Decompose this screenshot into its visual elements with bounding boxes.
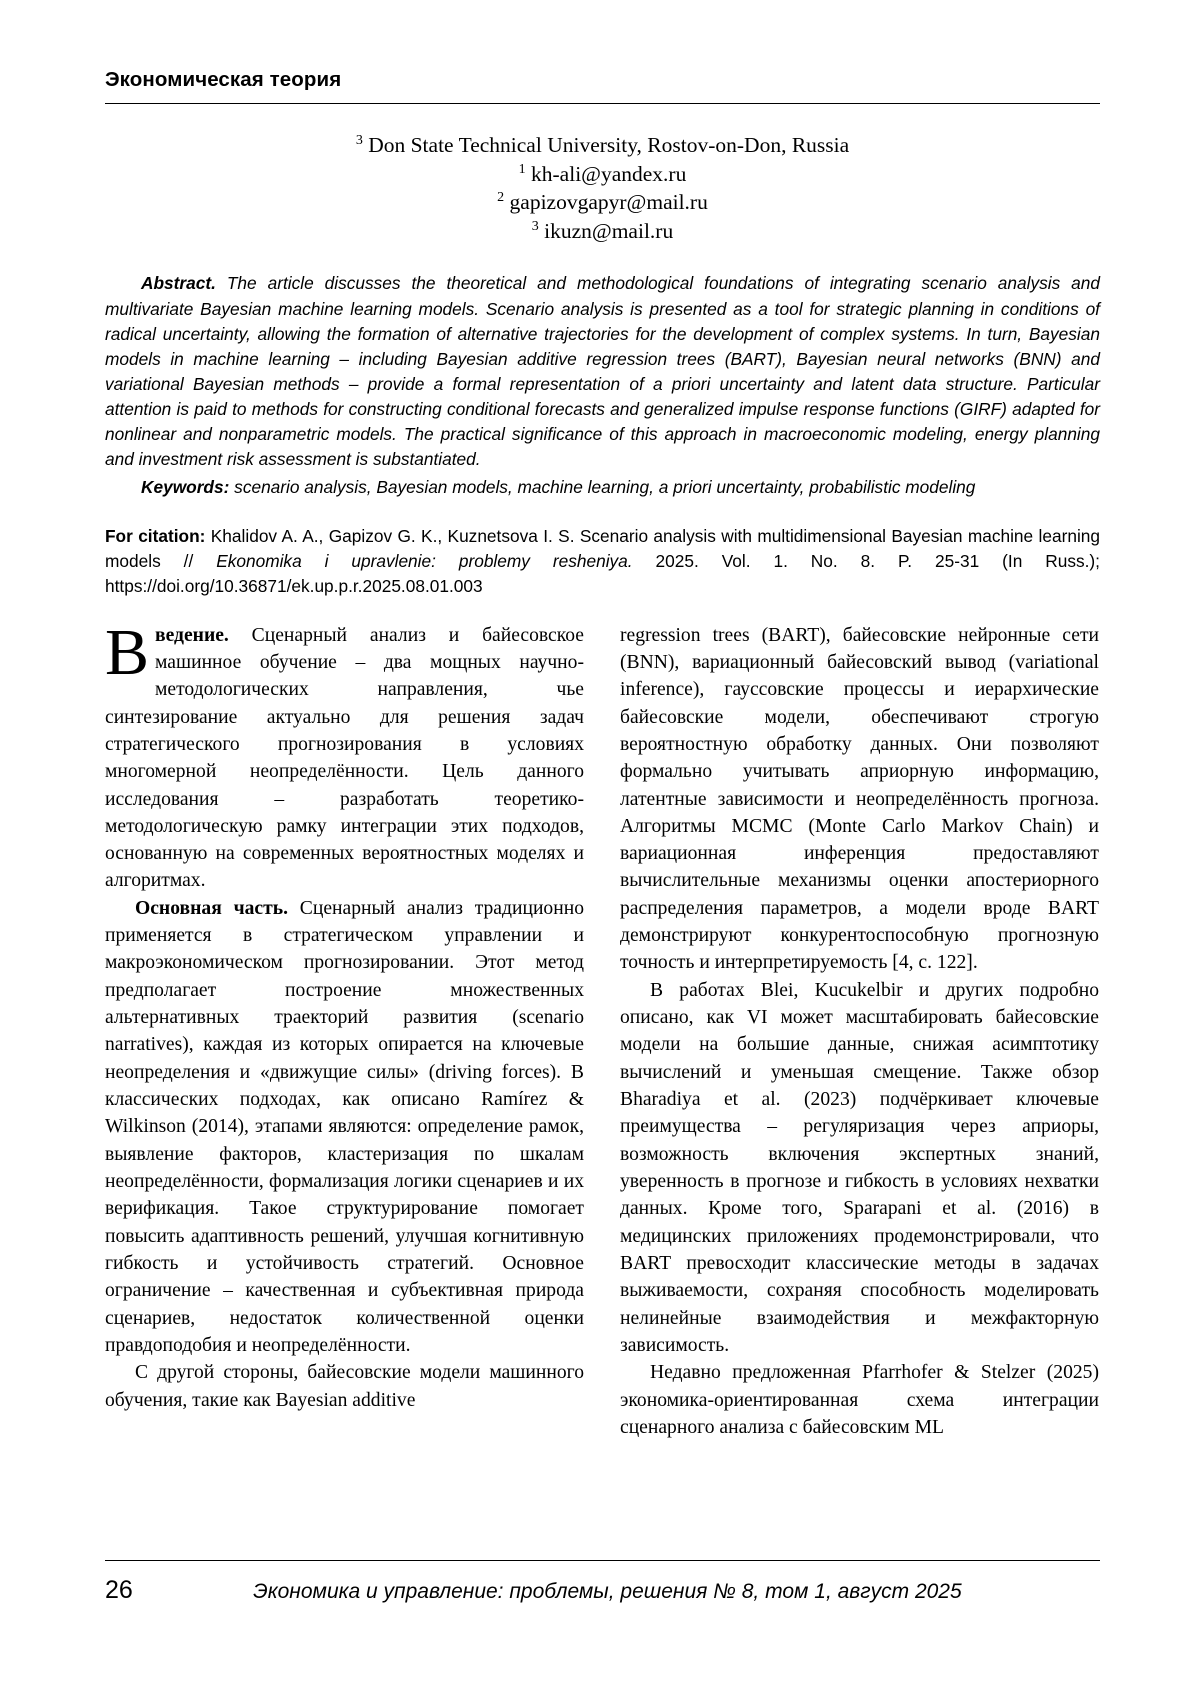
left-column	[105, 615, 584, 1442]
affiliation-line	[105, 188, 1100, 217]
affiliation-sup: 3	[355, 132, 363, 148]
right-paragraph-1: regression trees (BART), байесовские нейронные сети (BNN), вариационный байесовский вывод (variational inference), гауссовские процессы и иерархические байесовские модели, обеспечивают строгую вероятностную обработку данных. Они позволяют формально учитывать априорную информацию, латентные зависимости и неопределённость прогноза. Алгоритмы MCMC (Monte Carlo Markov Chain) и вариационная инференция предоставляют вычислительные механизмы оценки апостериорного распределения параметров, а модели вроде BART демонстрируют конкурентоспособную прогнозную точность и интерпретируемость [4, с. 122].	[620, 624, 1099, 974]
header-divider	[105, 103, 1100, 104]
keywords-text: scenario analysis, Bayesian models, machine learning, a priori uncertainty, probabilistic modeling	[234, 476, 976, 497]
citation-block	[105, 524, 1100, 600]
abstract-label: Abstract.	[141, 273, 216, 294]
citation-details: 2025. Vol. 1. No. 8. P. 25-31 (In Russ.); https://doi.org/10.36871/ek.up.p.r.2025.08.01.003	[105, 551, 1100, 597]
page-number: 26	[105, 1576, 133, 1604]
affiliation-line	[105, 160, 1100, 189]
affiliation-block	[105, 131, 1100, 245]
main-part-heading: Основная часть.	[135, 897, 288, 919]
intro-heading: ведение.	[155, 624, 229, 646]
affiliation-line	[105, 217, 1100, 246]
intro-text: Сценарный анализ и байесовское машинное обучение – два мощных научно-методологических направления, чье синтезирование актуально для решения задач стратегического прогнозирования в условиях многомерной неопределённости. Цель данного исследования – разработать теоретико-методологическую рамку интеграции этих подходов, основанную на современных вероятностных моделях и алгоритмах.	[105, 624, 584, 892]
affiliation-text: Don State Technical University, Rostov-on-Don, Russia	[368, 133, 850, 157]
affiliation-email: ikuzn@mail.ru	[544, 218, 674, 243]
running-head: Экономическая теория	[105, 68, 342, 91]
affiliation-email: gapizovgapyr@mail.ru	[509, 190, 708, 215]
abstract-text: The article discusses the theoretical and methodological foundations of integrating scenario analysis and multivariate Bayesian machine learning models. Scenario analysis is presented as a tool for strategic planning in conditions of radical uncertainty, allowing the formation of alternative trajectories for the development of complex systems. In turn, Bayesian models in machine learning – including Bayesian additive regression trees (BART), Bayesian neural networks (BNN) and variational Bayesian methods – provide a formal representation of a priori uncertainty and latent data structure. Particular attention is paid to methods for constructing conditional forecasts and generalized impulse response functions (GIRF) adapted for nonlinear and nonparametric models. The practical significance of this approach in macroeconomic modeling, energy planning and investment risk assessment is substantiated.	[105, 273, 1100, 470]
citation-label: For citation:	[105, 525, 206, 546]
right-column	[620, 622, 1099, 1442]
affiliation-sup: 3	[531, 218, 539, 234]
footer-divider	[105, 1560, 1100, 1561]
right-paragraph-3: Недавно предложенная Pfarrhofer & Stelzer (2025) экономика-ориентированная схема интеграции сценарного анализа с байесовским ML	[620, 1362, 1099, 1439]
main-part-paragraph	[105, 895, 584, 1360]
affiliation-sup: 1	[518, 161, 526, 177]
footer-journal-line: Экономика и управление: проблемы, решения № 8, том 1, август 2025	[253, 1580, 962, 1603]
affiliation-sup: 2	[497, 190, 505, 206]
citation-authors-title: Khalidov A. A., Gapizov G. K., Kuznetsova I. S. Scenario analysis with multidimensional Bayesian machine learning models //	[105, 525, 1101, 572]
citation-journal: Ekonomika i upravlenie: problemy resheniya.	[216, 551, 633, 572]
page-footer	[105, 1576, 1100, 1605]
affiliation-line	[105, 131, 1100, 160]
abstract-paragraph	[105, 271, 1100, 472]
affiliation-email: kh-ali@yandex.ru	[531, 161, 687, 186]
right-paragraph-2: В работах Blei, Kucukelbir и других подробно описано, как VI может масштабировать байесовские модели на большие данные, снижая асимптотику вычислений и уменьшая смещение. Также обзор Bharadiya et al. (2023) подчёркивает ключевые преимущества – регуляризация через априоры, возможность включения экспертных знаний, уверенность в прогнозе и гибкость в условиях нехватки данных. Кроме того, Sparapani et al. (2016) в медицинских приложениях продемонстрировали, что BART превосходит классические методы в задачах выживаемости, сохраняя способность моделировать нелинейные взаимодействия и межфакторную зависимость.	[620, 979, 1099, 1357]
drop-cap: В	[105, 615, 150, 689]
keywords-paragraph	[105, 475, 1100, 500]
left-paragraph-3: С другой стороны, байесовские модели машинного обучения, такие как Bayesian additive	[105, 1362, 584, 1411]
main-part-text: Сценарный анализ традиционно применяется в стратегическом управлении и макроэкономическом прогнозировании. Этот метод предполагает построение множественных альтернативных траекторий развития (scenario narratives), каждая из которых опирается на ключевые неопределения и «движущие силы» (driving forces). В классических подходах, как описано Ramírez & Wilkinson (2014), этапами являются: определение рамок, выявление факторов, кластеризация по шкалам неопределённости, формализация логики сценариев и их верификация. Такое структурирование помогает повысить адаптивность решений, улучшая когнитивную гибкость и устойчивость стратегий. Основное ограничение – качественная и субъективная природа сценариев, недостаток количественной оценки правдоподобия и неопределённости.	[105, 897, 584, 1357]
intro-paragraph	[105, 615, 584, 895]
keywords-label: Keywords:	[141, 476, 230, 497]
body-columns	[105, 615, 1100, 1442]
page-content	[105, 0, 1100, 1441]
